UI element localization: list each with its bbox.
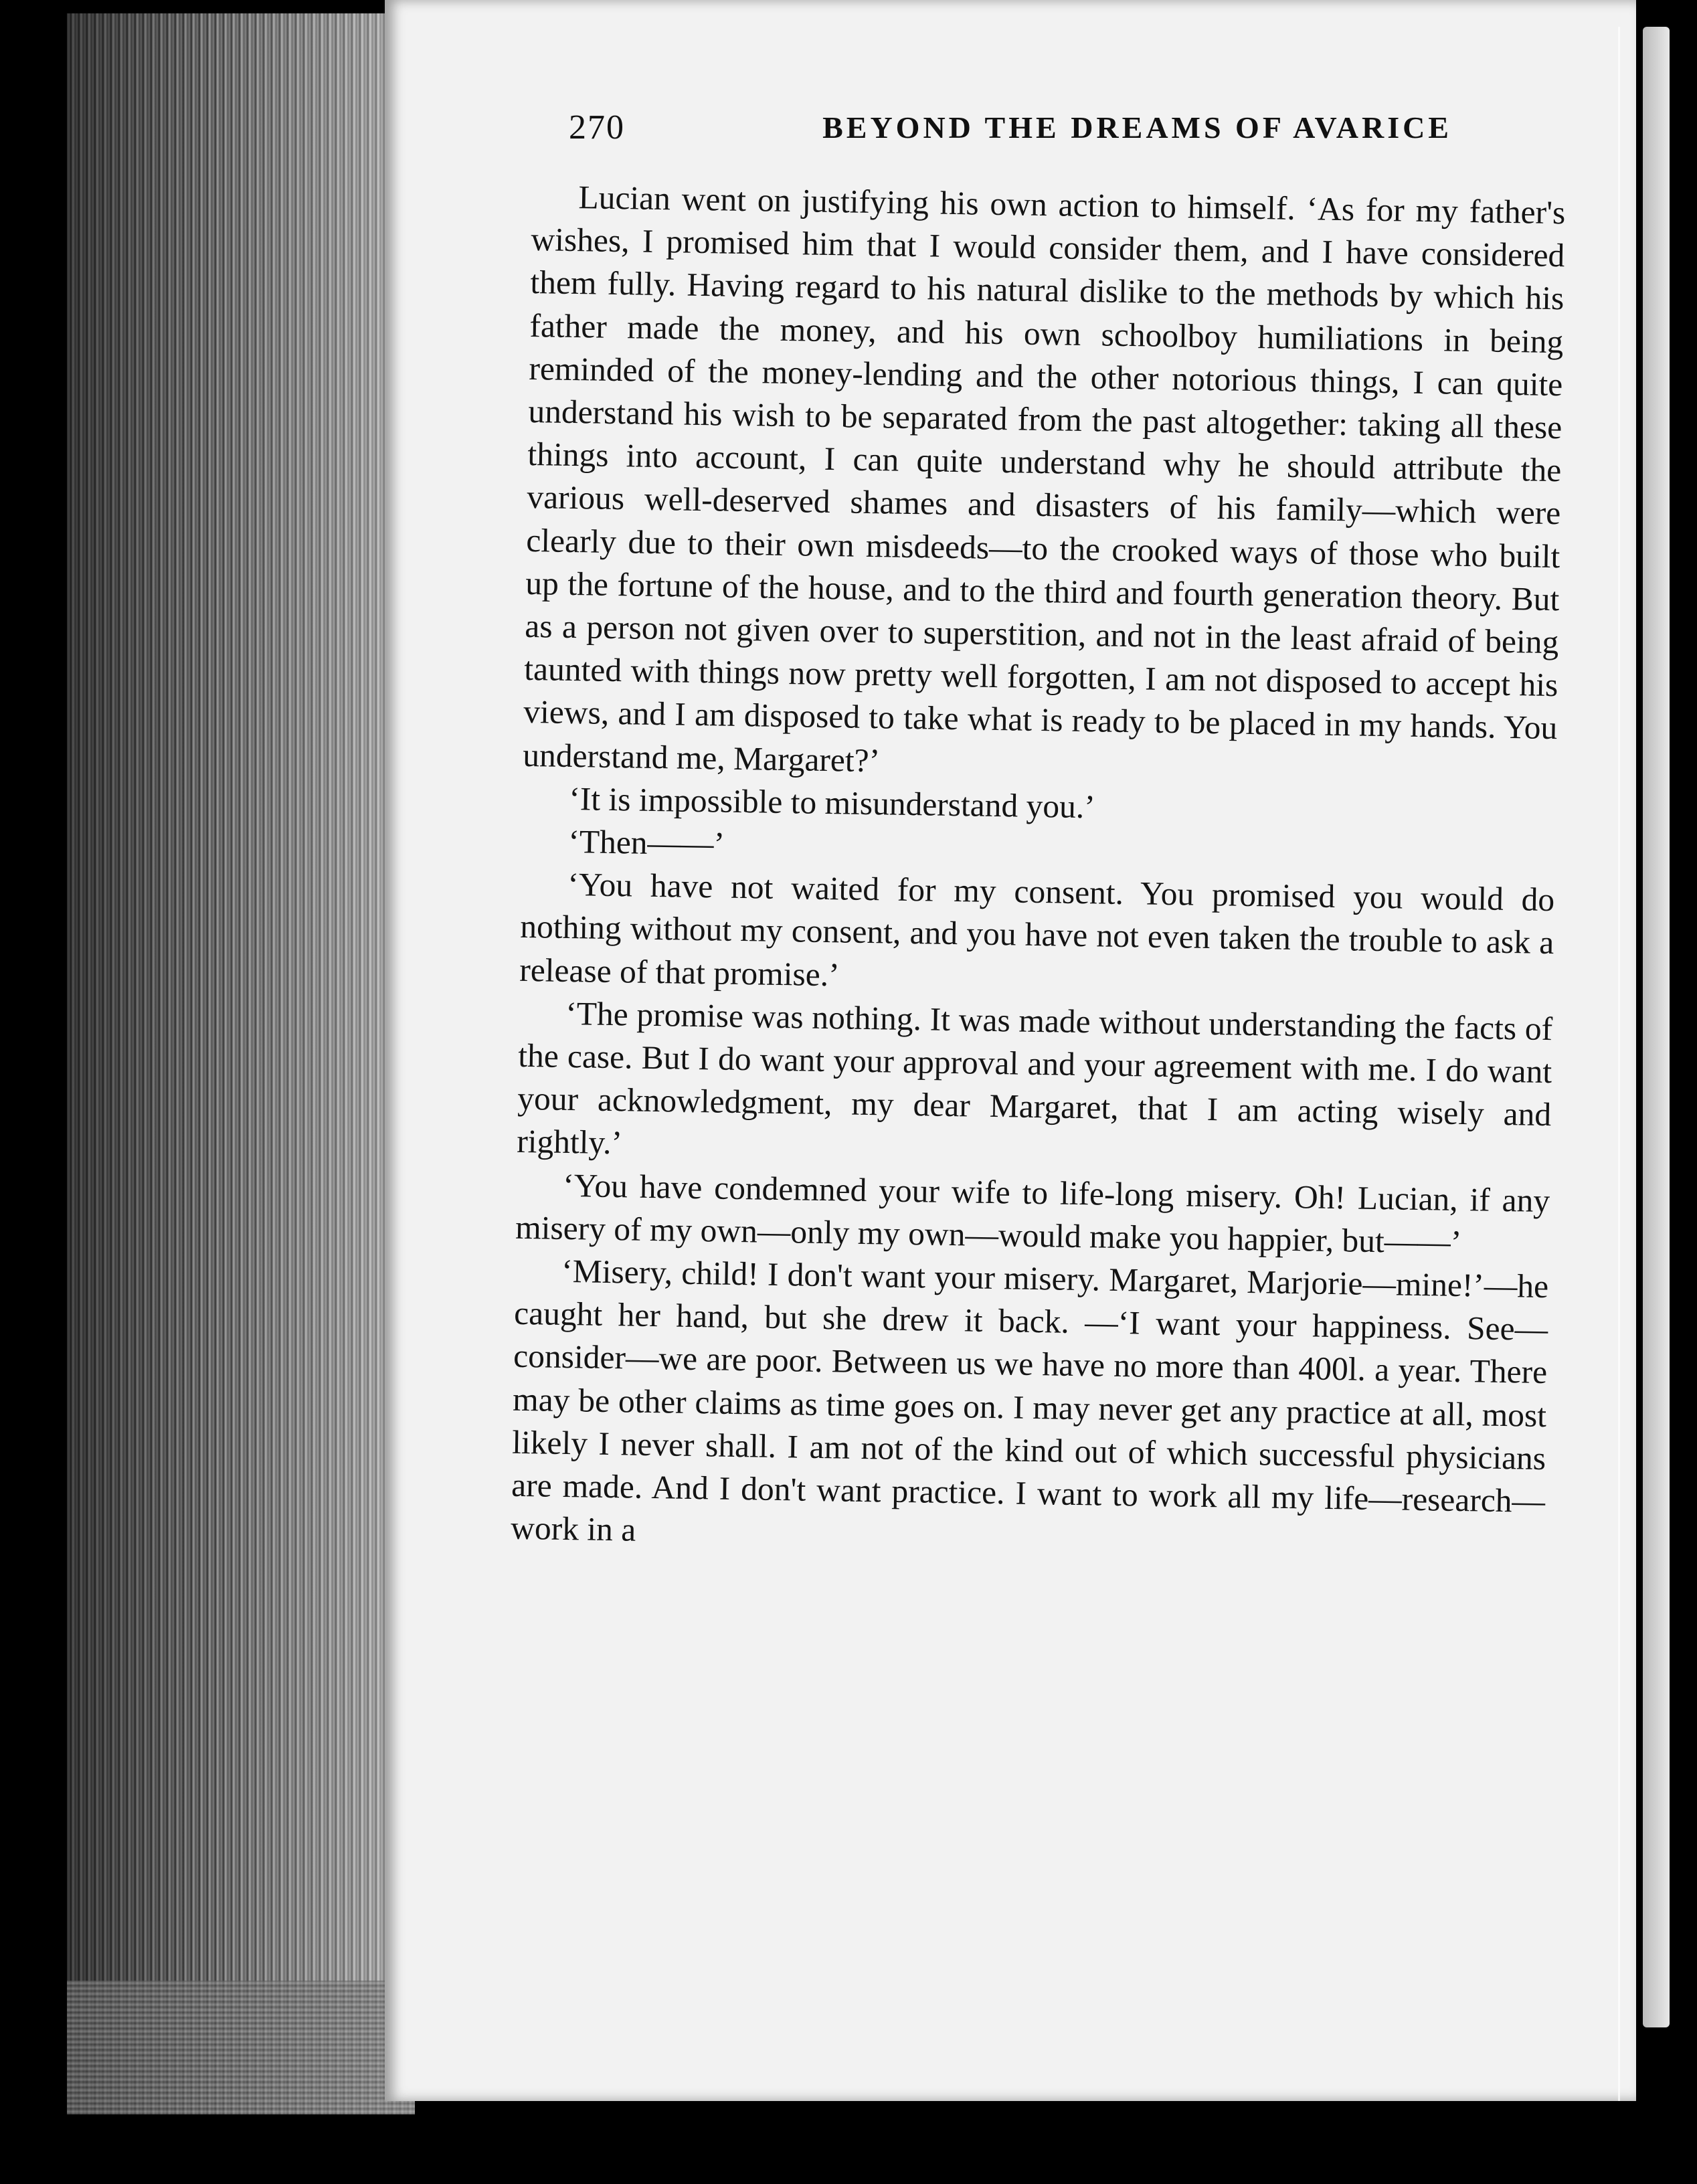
running-head: [569, 100, 1452, 154]
paragraph: Lucian went on justifying his own action to himself. ‘As for my father's wishes, I promised him that I would consider them, and I have considered them fully. Having regard to his natural dislike to the methods by which his father made the money, and his own schoolboy humiliations in being reminded of the money-lending and the other notorious things, I can quite understand his wish to be separated from the past altogether: taking all these things into account, I can quite understand why he should attribute the various well-deserved shames and disasters of his family—which were clearly due to their own misdeeds—to the crooked ways of those who built up the fortune of the house, and to the third and fourth generation theory. But as a person not given over to superstition, and not in the least afraid of being taunted with things now pretty well forgotten, I am not disposed to accept his views, and I am disposed to take what is ready to be placed in my hands. You understand me, Margaret?’: [522, 179, 1566, 779]
paragraph: ‘You have not waited for my consent. You promised you would do nothing without my consent, and you have not even taken the trouble to ask a release of that promise.’: [519, 866, 1555, 994]
page-number: 270: [569, 108, 625, 147]
running-title: BEYOND THE DREAMS OF AVARICE: [822, 110, 1452, 145]
paragraph: ‘Misery, child! I don't want your misery. Margaret, Marjorie—mine!’—he caught her hand, but she drew it back. —‘I want your happiness. See—consider—we are poor. Between us we have no more than 400l. a year. There may be other claims as time goes on. I may never get any practice at all, most likely I never shall. I am not of the kind out of which successful physicians are made. And I don't want practice. I want to work all my life—research—work in a: [510, 1252, 1549, 1548]
page-edges-shade: [67, 13, 415, 2114]
page-edges-bottom: [67, 1981, 415, 2114]
paragraph: ‘It is impossible to misunderstand you.’: [568, 780, 1096, 826]
paragraph: ‘Then——’: [567, 823, 725, 862]
facing-page-edge: [1643, 27, 1670, 2027]
paragraph: ‘You have condemned your wife to life-long misery. Oh! Lucian, if any misery of my own—only my own—would make you happier, but——’: [515, 1166, 1550, 1261]
scan-line: [1618, 27, 1620, 2101]
body-text: [511, 175, 1566, 1566]
paragraph: ‘The promise was nothing. It was made without understanding the facts of the case. But I do want your approval and your agreement with me. I do want your acknowledgment, my dear Margaret, that I am acting wisely and rightly.’: [516, 994, 1553, 1162]
